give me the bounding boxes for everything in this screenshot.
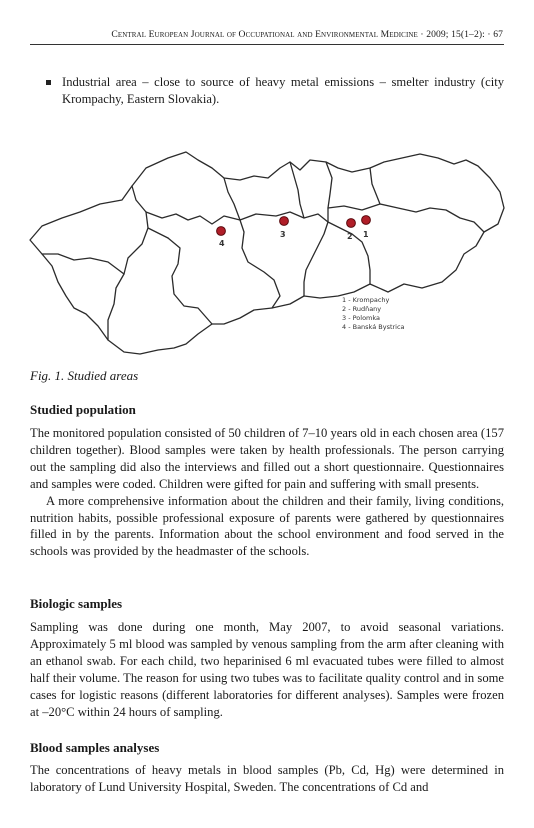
section-body (30, 425, 504, 560)
section-heading: Blood samples analyses (30, 740, 160, 755)
map-marker-label: 2 (347, 232, 353, 241)
region-boundary (326, 162, 332, 222)
region-boundary (148, 228, 168, 238)
map-marker-1 (362, 216, 371, 225)
region-boundary (108, 186, 148, 340)
section-heading: Studied population (30, 402, 136, 417)
map-marker-label: 4 (219, 239, 225, 248)
region-boundary (290, 162, 304, 218)
legend-entry: 4 - Banská Bystrica (342, 323, 405, 331)
country-outline (30, 152, 504, 354)
paragraph: The concentrations of heavy metals in blood samples (Pb, Cd, Hg) were determined in laboratory of Lund University Hospital, Sweden. The concentrations of Cd and (30, 763, 504, 794)
legend-entry: 3 - Polomka (342, 314, 381, 322)
header-rule (30, 44, 504, 45)
citation: · 2009; 15(1–2): · 67 (420, 29, 503, 40)
map-marker-label: 1 (363, 230, 369, 239)
paragraph: A more comprehensive information about the children and their family, living conditions, nutrition habits, possible professional exposure of parents were gathered by questionnaires filled in by the parents. Information about the school environment and food served in the schools was provided by the headmaster of the schools. (30, 493, 504, 559)
region-boundary (370, 168, 380, 204)
section-body (30, 619, 504, 720)
bullet-text: Industrial area – close to source of heavy metal emissions – smelter industry (city Krompachy, Eastern Slovakia). (62, 75, 504, 106)
map-marker-4 (217, 227, 226, 236)
map-marker-3 (280, 217, 289, 226)
paragraph: Sampling was done during one month, May 2007, to avoid seasonal variations. Approximately 5 ml blood was sampled by venous sampling from the arm after cleaning with an ethanol swab. For each child, two heparinised 6 ml evacuated tubes were filled to almost half their volume. The reason for using two tubes was to facilitate quality control and in some cases for logistic reasons (different laboratories for different analyses). Samples were frozen at –20°C within 24 hours of sampling. (30, 620, 504, 719)
map-legend (342, 296, 405, 331)
journal-name: Central European Journal of Occupational and Environmental Medicine (111, 29, 418, 40)
region-boundary (224, 178, 280, 308)
running-header (30, 29, 503, 40)
legend-entry: 1 - Krompachy (342, 296, 390, 304)
section-body (30, 762, 504, 796)
region-boundary (168, 238, 212, 324)
slovakia-regions-map (28, 148, 506, 360)
map-marker-2 (347, 219, 356, 228)
legend-entry: 2 - Rudňany (342, 305, 382, 313)
figure-caption: Fig. 1. Studied areas (30, 368, 139, 383)
region-boundary (146, 212, 240, 224)
bullet-item (46, 74, 504, 108)
map-marker-label: 3 (280, 230, 286, 239)
paragraph: The monitored population consisted of 50 children of 7–10 years old in each chosen area (157 children together). Blood samples were taken by health professionals. The person carrying out the sampling did also the interviews and filled out a short questionnaire. Questionnaires and samples were coded. Children were gifted for pain and suffering with small presents. (30, 426, 504, 491)
section-heading: Biologic samples (30, 596, 123, 611)
bullet-square-icon (46, 80, 51, 85)
